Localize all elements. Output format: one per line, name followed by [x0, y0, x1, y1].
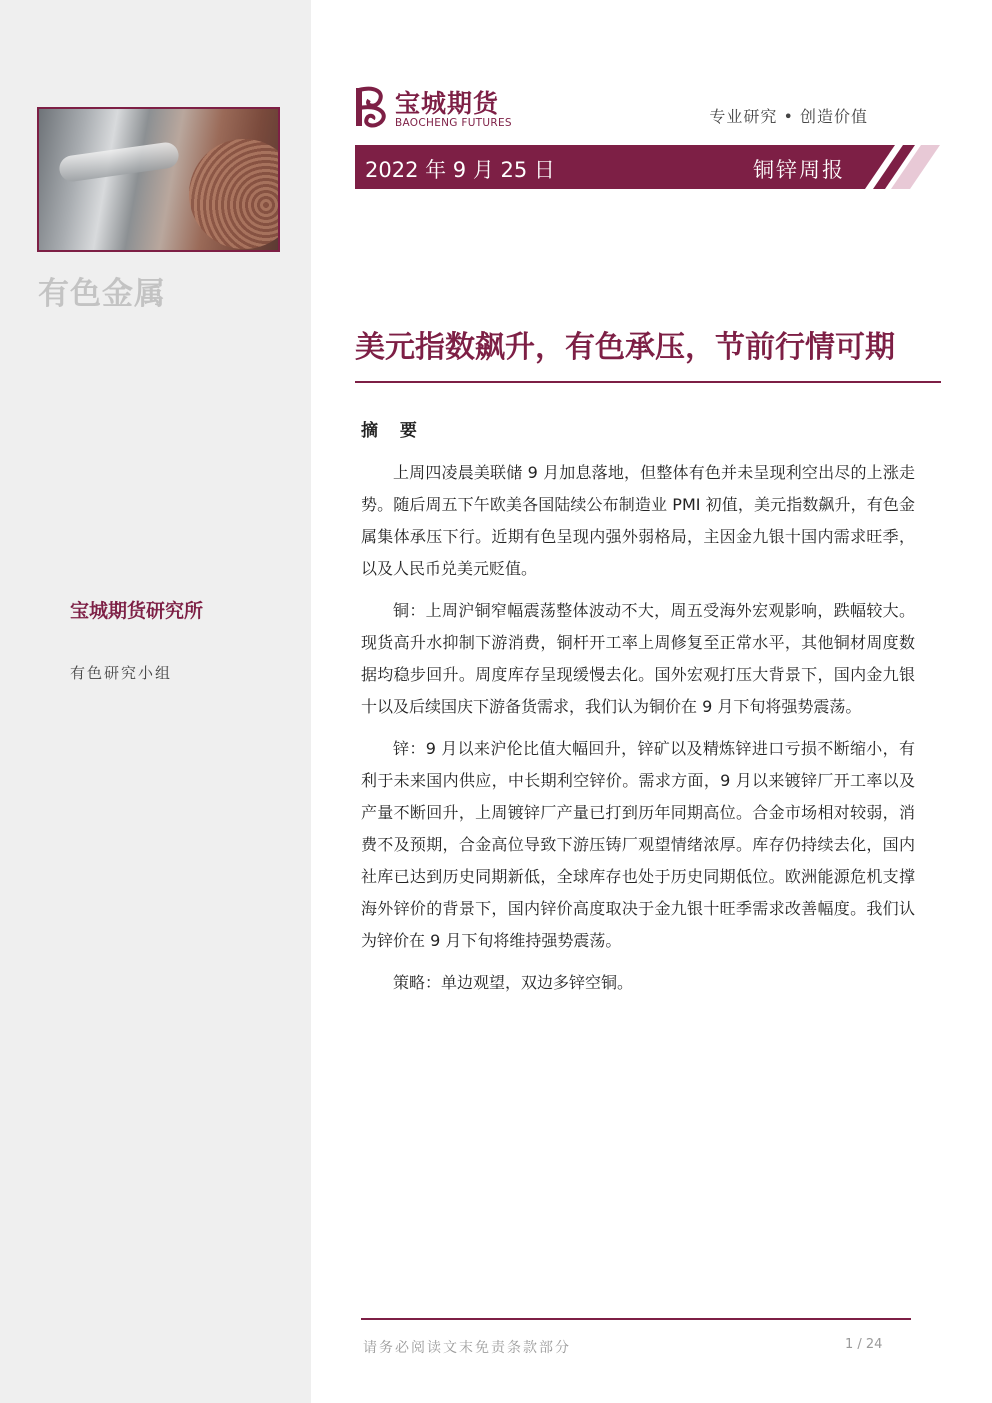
- logo-english-name: BAOCHENG FUTURES: [395, 117, 512, 129]
- sector-label: 有色金属: [38, 276, 166, 312]
- summary-heading: 摘 要: [361, 421, 425, 441]
- date-banner: [355, 145, 865, 189]
- report-date: 2022 年 9 月 25 日: [365, 158, 555, 182]
- footer-divider: [361, 1318, 911, 1320]
- report-title: 美元指数飙升，有色承压，节前行情可期: [355, 330, 895, 365]
- summary-paragraph: 锌：9 月以来沪伦比值大幅回升，锌矿以及精炼锌进口亏损不断缩小，有利于未来国内供应，中长期利空锌价。需求方面，9 月以来镀锌厂开工率以及产量不断回升，上周镀锌厂产量已打到历年同期高位。合金市场相对较弱，消费不及预期，合金高位导致下游压铸厂观望情绪浓厚。库存仍持续去化，国内社库已达到历史同期新低，全球库存也处于历史同期低位。欧洲能源危机支撑海外锌价的背景下，国内锌价高度取决于金九银十旺季需求改善幅度。我们认为锌价在 9 月下旬将维持强势震荡。: [361, 739, 915, 950]
- sidebar: [0, 0, 311, 1403]
- slogan: 专业研究 • 创造价值: [709, 107, 868, 126]
- title-divider: [355, 381, 941, 383]
- institute-name: 宝城期货研究所: [70, 600, 204, 622]
- summary-paragraph: 铜：上周沪铜窄幅震荡整体波动不大，周五受海外宏观影响，跌幅较大。现货高升水抑制下游消费，铜杆开工率上周修复至正常水平，其他铜材周度数据均稳步回升。周度库存呈现缓慢去化。国外宏观打压大背景下，国内金九银十以及后续国庆下游备货需求，我们认为铜价在 9 月下旬将强势震荡。: [361, 601, 915, 716]
- report-type: 铜锌周报: [753, 158, 845, 182]
- summary-paragraph: 策略：单边观望，双边多锌空铜。: [393, 973, 634, 992]
- cover-image: [37, 107, 280, 252]
- summary-body: [361, 457, 915, 1009]
- company-logo: [355, 84, 525, 132]
- footer-disclaimer: 请务必阅读文末免责条款部分: [363, 1340, 571, 1356]
- research-group: 有色研究小组: [70, 664, 173, 682]
- page-number: 1 / 24: [845, 1337, 883, 1352]
- logo-chinese-name: 宝城期货: [395, 89, 500, 118]
- copper-coil-graphic: [189, 139, 280, 249]
- logo-b-icon: [355, 84, 391, 130]
- summary-paragraph: 上周四凌晨美联储 9 月加息落地，但整体有色并未呈现利空出尽的上涨走势。随后周五下午欧美各国陆续公布制造业 PMI 初值，美元指数飙升，有色金属集体承压下行。近期有色呈现内强外弱格局，主因金九银十国内需求旺季，以及人民币兑美元贬值。: [361, 463, 915, 578]
- metal-rod-graphic: [58, 141, 180, 183]
